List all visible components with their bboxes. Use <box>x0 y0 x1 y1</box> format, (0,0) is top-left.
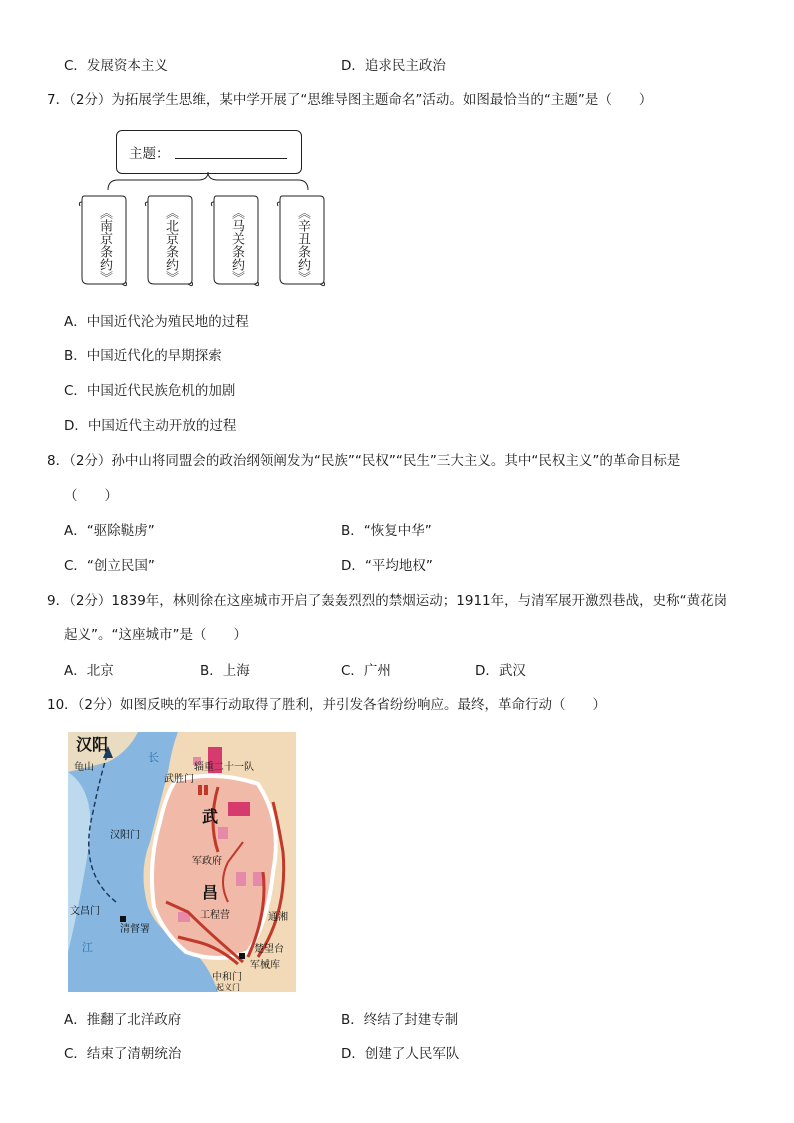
map-label-chang-city: 昌 <box>202 883 219 902</box>
scroll-xinchou <box>276 192 326 288</box>
map-label-junzhengfu: 军政府 <box>192 856 222 867</box>
map-label-hanyangmen: 汉阳门 <box>110 830 140 841</box>
map-label-zhonghemen: 中和门 <box>212 972 242 983</box>
q9-option-a: A．北京 <box>64 663 114 679</box>
scroll-text-maguan: 《马关条约》 <box>229 206 244 284</box>
map-label-wenchangmen: 文昌门 <box>70 906 100 917</box>
wuchang-uprising-map <box>68 732 296 992</box>
scroll-maguan <box>210 192 260 288</box>
scroll-text-beijing: 《北京条约》 <box>163 206 178 284</box>
q8-stem-line2: （ ） <box>64 488 118 504</box>
q10-option-a: A．推翻了北洋政府 <box>64 1012 182 1028</box>
q9-stem-line2: 起义”。“这座城市”是（ ） <box>64 627 247 643</box>
map-label-junxieku: 军械库 <box>250 960 280 971</box>
q10-option-d: D．创建了人民军队 <box>341 1046 460 1062</box>
map-label-jiang-river: 江 <box>82 941 93 954</box>
topic-label: 主题： <box>129 146 170 162</box>
map-label-guishan: 龟山 <box>74 762 94 773</box>
q10-option-b: B．终结了封建专制 <box>341 1012 459 1028</box>
q9-stem-line1: 9．（2分）1839年，林则徐在这座城市开启了轰轰烈烈的禁烟运动；1911年，与清军展开激烈巷战，史称“黄花岗 <box>47 593 728 609</box>
map-label-huizhong: 辎重二十一队 <box>194 762 254 773</box>
map-label-tongxiang: 通湘 <box>268 912 288 923</box>
q7-option-c: C．中国近代民族危机的加剧 <box>64 383 236 399</box>
q8-option-c: C．“创立民国” <box>64 558 155 574</box>
brace-connector <box>0 0 794 200</box>
scroll-beijing <box>144 192 194 288</box>
q9-option-b: B．上海 <box>200 663 250 679</box>
scroll-text-nanjing: 《南京条约》 <box>97 206 112 284</box>
q9-option-d: D．武汉 <box>475 663 526 679</box>
q7-option-b: B．中国近代化的早期探索 <box>64 348 222 364</box>
map-label-gongchengying: 工程营 <box>200 910 230 921</box>
q8-stem-line1: 8．（2分）孙中山将同盟会的政治纲领阐发为“民族”“民权”“民生”三大主义。其中“民权主义”的革命目标是 <box>47 453 681 469</box>
q8-option-b: B．“恢复中华” <box>341 523 432 539</box>
q7-option-d: D．中国近代主动开放的过程 <box>64 418 237 434</box>
q6-option-c: C．发展资本主义 <box>64 58 168 74</box>
map-label-qingdushu: 清督署 <box>120 924 150 935</box>
q7-stem: 7．（2分）为拓展学生思维，某中学开展了“思维导图主题命名”活动。如图最恰当的“主题”是（ ） <box>47 92 653 108</box>
map-label-qiyimen: 起义门 <box>216 983 240 992</box>
map-label-hanyang: 汉阳 <box>76 735 109 754</box>
q10-stem: 10．（2分）如图反映的军事行动取得了胜利，并引发各省纷纷响应。最终，革命行动（ ） <box>47 697 607 713</box>
map-label-chang-river: 长 <box>148 751 159 764</box>
scroll-nanjing <box>78 192 128 288</box>
q6-option-d: D．追求民主政治 <box>341 58 446 74</box>
map-label-wushengmen: 武胜门 <box>164 774 194 785</box>
q10-option-c: C．结束了清朝统治 <box>64 1046 182 1062</box>
map-label-chuwangtai: 楚望台 <box>254 944 284 955</box>
scroll-text-xinchou: 《辛丑条约》 <box>295 206 310 284</box>
q9-option-c: C．广州 <box>341 663 391 679</box>
q8-option-d: D．“平均地权” <box>341 558 433 574</box>
map-label-wu: 武 <box>202 807 219 826</box>
q7-option-a: A．中国近代沦为殖民地的过程 <box>64 314 249 330</box>
q8-option-a: A．“驱除鞑虏” <box>64 523 155 539</box>
